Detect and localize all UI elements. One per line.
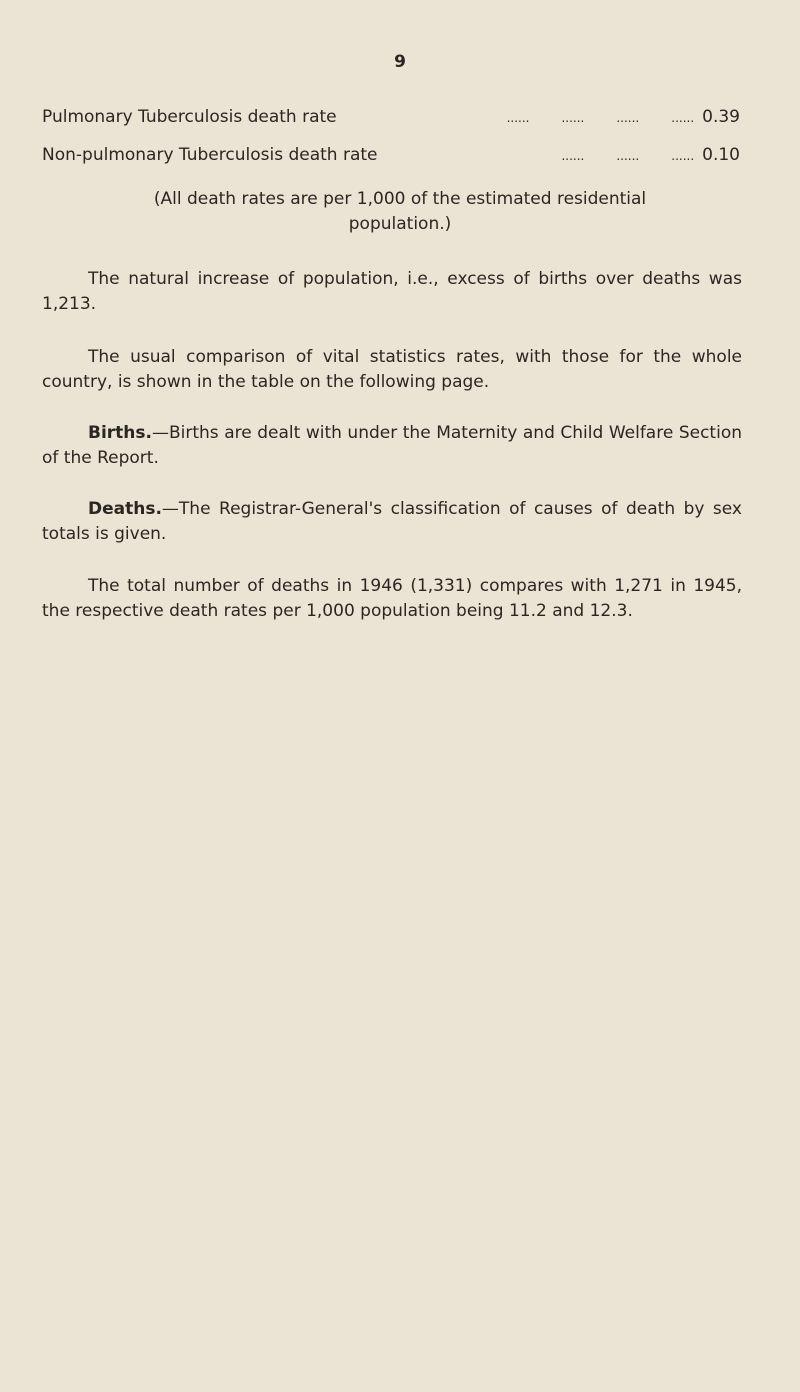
deaths-text: —The Registrar-General's classification of causes of death by sex totals is given. (42, 499, 742, 544)
total-deaths-paragraph: The total number of deaths in 1946 (1,331) compares with 1,271 in 1945, the respective death rates per 1,000 population being 11.2 and 12.3. (42, 576, 742, 621)
non-pulmonary-tb-rate-row (42, 145, 740, 171)
rate-label: Pulmonary Tuberculosis death rate (42, 107, 337, 127)
page-number: 9 (394, 52, 406, 72)
comparison-paragraph: The usual comparison of vital statistics rates, with those for the whole country, is shown in the table on the following page. (42, 347, 742, 392)
births-text: —Births are dealt with under the Maternity and Child Welfare Section of the Report. (42, 423, 742, 468)
pulmonary-tb-rate-row (42, 107, 740, 133)
rate-label: Non-pulmonary Tuberculosis death rate (42, 145, 378, 165)
deaths-heading: Deaths. (88, 499, 162, 519)
deaths-paragraph (42, 497, 742, 547)
births-heading: Births. (88, 423, 152, 443)
rate-value: 0.10 (702, 145, 740, 165)
rate-value: 0.39 (702, 107, 740, 127)
births-paragraph (42, 421, 742, 471)
natural-increase-paragraph: The natural increase of population, i.e., excess of births over deaths was 1,213. (42, 269, 742, 314)
leader-dots: ...... ...... ...... ...... (506, 111, 695, 125)
death-rate-note: (All death rates are per 1,000 of the estimated residential population.) (153, 189, 647, 234)
leader-dots: ...... ...... ...... (561, 149, 695, 163)
